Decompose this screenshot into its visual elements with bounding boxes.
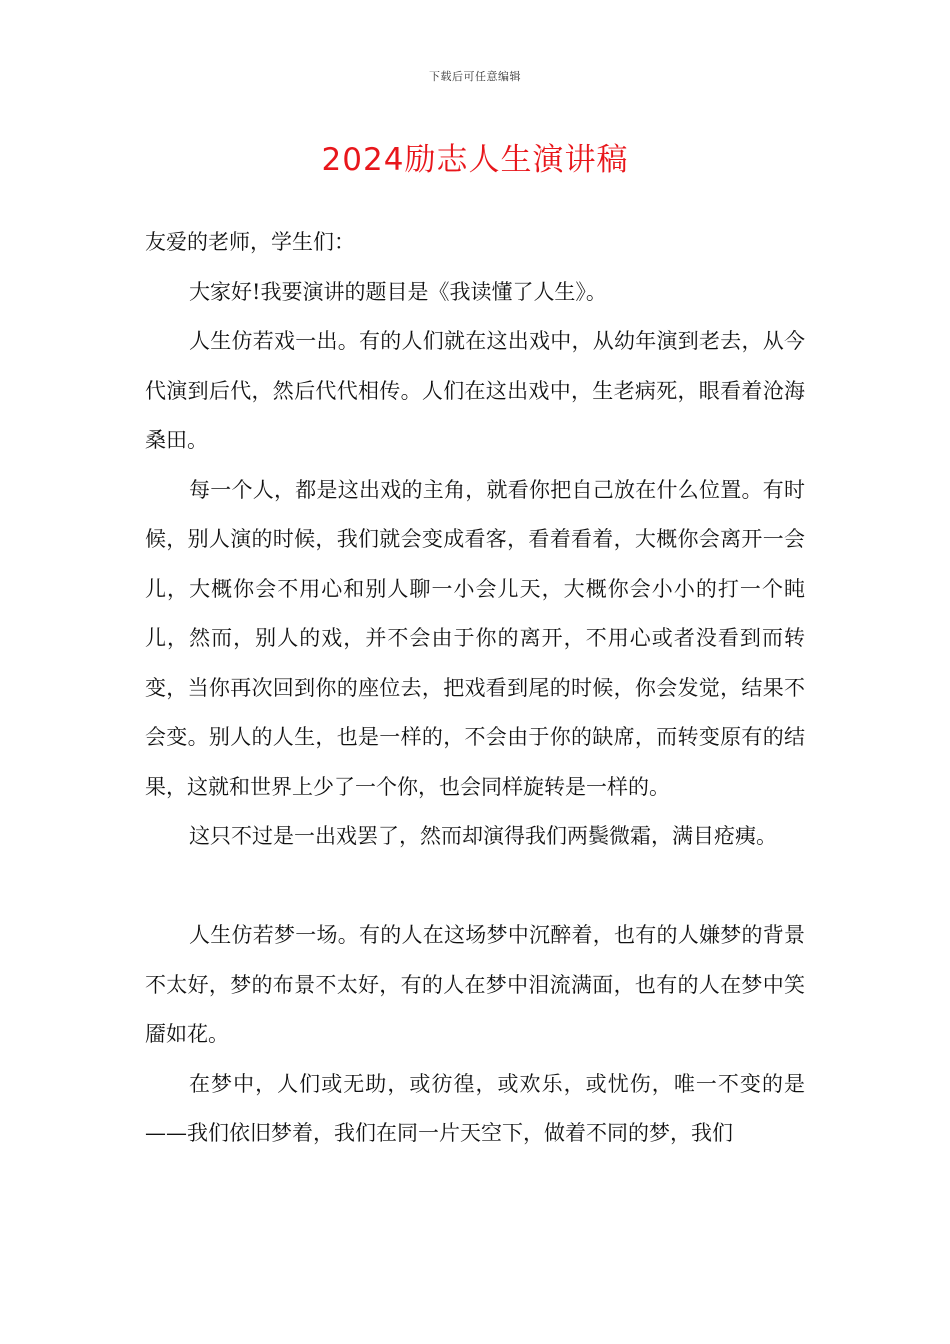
header-note: 下载后可任意编辑 [429,70,521,83]
greeting: 友爱的老师，学生们： [145,230,355,254]
document-title: 2024励志人生演讲稿 [321,142,629,178]
paragraph: 在梦中，人们或无助，或彷徨，或欢乐，或忧伤，唯一不变的是——我们依旧梦着，我们在同一片天空下，做着不同的梦，我们 [145,1071,805,1145]
document-body [145,218,805,1159]
paragraph: 每一个人，都是这出戏的主角，就看你把自己放在什么位置。有时候，别人演的时候，我们就会变成看客，看着看着，大概你会离开一会儿，大概你会不用心和别人聊一小会儿天，大概你会小小的打一个盹儿，然而，别人的戏，并不会由于你的离开，不用心或者没看到而转变，当你再次回到你的座位去，把戏看到尾的时候，你会发觉，结果不会变。别人的人生，也是一样的，不会由于你的缺席，而转变原有的结果，这就和世界上少了一个你，也会同样旋转是一样的。 [145,477,805,799]
paragraph: 这只不过是一出戏罢了，然而却演得我们两鬓微霜，满目疮痍。 [189,824,777,848]
paragraph: 大家好!我要演讲的题目是《我读懂了人生》。 [189,279,607,304]
paragraph-gap [145,862,805,912]
paragraph: 人生仿若戏一出。有的人们就在这出戏中，从幼年演到老去，从今代演到后代，然后代代相传。人们在这出戏中，生老病死，眼看着沧海桑田。 [145,329,805,452]
paragraph: 人生仿若梦一场。有的人在这场梦中沉醉着，也有的人嫌梦的背景不太好，梦的布景不太好，有的人在梦中泪流满面，也有的人在梦中笑靥如花。 [145,923,805,1046]
